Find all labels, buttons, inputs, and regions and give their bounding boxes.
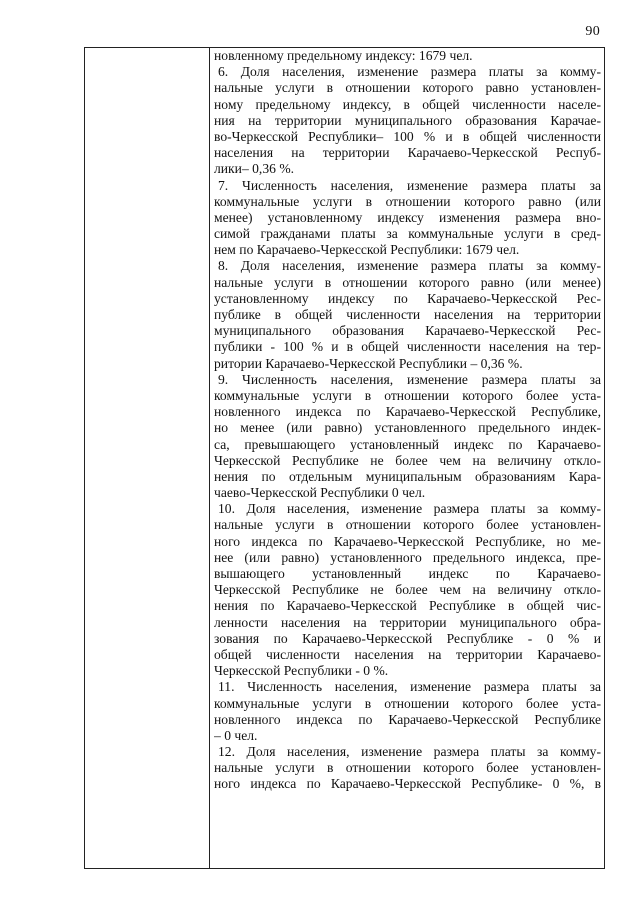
text-line: коммунальные услуги в отношении которого более уста- bbox=[214, 695, 601, 711]
text-line: новленного индекса по Карачаево-Черкесской Республике bbox=[214, 711, 601, 727]
text-line: 8. Доля населения, изменение размера платы за комму- bbox=[218, 258, 601, 274]
text-line: нения по отдельным муниципальным образованиям Кара- bbox=[214, 468, 601, 484]
text-line: новленному предельному индексу: 1679 чел. bbox=[214, 48, 473, 63]
text-line: чаево-Черкесской Республики 0 чел. bbox=[214, 485, 426, 501]
text-line: установленному индексу по Карачаево-Черкесской Рес- bbox=[214, 290, 601, 306]
text-line: во-Черкесской Республики– 100 % и в общей численности bbox=[214, 128, 601, 144]
text-line: ритории Карачаево-Черкесской Республики – 0,36 %. bbox=[214, 355, 523, 371]
table-right-column bbox=[210, 48, 604, 868]
text-line: 12. Доля населения, изменение размера платы за комму- bbox=[218, 744, 601, 760]
text-line: ному предельному индексу, в общей численности населе- bbox=[214, 96, 601, 112]
text-line: 7. Численность населения, изменение размера платы за bbox=[218, 177, 601, 193]
text-line: 10. Доля населения, изменение размера платы за комму- bbox=[218, 501, 601, 517]
text-line: нее (или равно) установленного предельного индекса, пре- bbox=[214, 549, 601, 565]
text-line: Черкесской Республике не более чем на величину откло- bbox=[214, 452, 601, 468]
text-line: публике в общей численности населения на территории bbox=[214, 307, 601, 322]
text-line: менее) установленному индексу изменения размера вно- bbox=[214, 209, 601, 225]
text-line: нальные услуги в отношении которого более установлен- bbox=[214, 517, 601, 533]
text-line: коммунальные услуги в отношении которого равно (или bbox=[214, 193, 601, 209]
text-line: 11. Численность населения, изменение размера платы за bbox=[218, 679, 601, 695]
table-left-column bbox=[85, 48, 210, 868]
text-line: населения на территории Карачаево-Черкесской Респуб- bbox=[214, 145, 601, 161]
text-line: симой гражданами платы за коммунальные услуги в сред- bbox=[214, 226, 601, 242]
text-line: нальные услуги в отношении которого более установлен- bbox=[214, 760, 601, 776]
text-line: новленного индекса по Карачаево-Черкесской Республике, bbox=[214, 404, 601, 420]
text-line: нальные услуги в отношении которого равно (или менее) bbox=[214, 274, 601, 290]
text-line: муниципального образования Карачаево-Черкесской Рес- bbox=[214, 323, 601, 339]
text-line: вышающего установленный индекс по Карачаево- bbox=[214, 566, 601, 581]
text-line: общей численности населения на территории Карачаево- bbox=[214, 646, 601, 662]
text-line: нем по Карачаево-Черкесской Республики: 1679 чел. bbox=[214, 242, 520, 258]
page-number: 90 bbox=[585, 24, 600, 39]
text-line: лики– 0,36 %. bbox=[214, 161, 295, 177]
text-line: ленности населения на территории муниципального обра- bbox=[214, 614, 601, 630]
document-table bbox=[84, 47, 605, 869]
text-line: ного индекса по Карачаево-Черкесской Республике, но ме- bbox=[214, 533, 601, 549]
text-line: 6. Доля населения, изменение размера платы за комму- bbox=[218, 64, 601, 80]
text-line: зования по Карачаево-Черкесской Республике - 0 % и bbox=[214, 630, 601, 646]
text-line: 9. Численность населения, изменение размера платы за bbox=[218, 371, 601, 387]
text-line: ния на территории муниципального образования Карачае- bbox=[214, 112, 601, 128]
text-line: коммунальные услуги в отношении которого более уста- bbox=[214, 387, 601, 403]
text-line: но менее (или равно) установленного предельного индек- bbox=[214, 420, 601, 436]
text-line: Черкесской Республике не более чем на величину откло- bbox=[214, 582, 601, 598]
text-line: ного индекса по Карачаево-Черкесской Республике- 0 %, в bbox=[214, 776, 601, 792]
text-line: – 0 чел. bbox=[214, 727, 258, 743]
text-line: публики - 100 % и в общей численности населения на тер- bbox=[214, 339, 601, 355]
text-line: са, превышающего установленный индекс по Карачаево- bbox=[214, 436, 601, 452]
text-line: нения по Карачаево-Черкесской Республике в общей чис- bbox=[214, 598, 601, 614]
text-line: Черкесской Республики - 0 %. bbox=[214, 663, 389, 679]
text-line: нальные услуги в отношении которого равно установлен- bbox=[214, 80, 601, 96]
